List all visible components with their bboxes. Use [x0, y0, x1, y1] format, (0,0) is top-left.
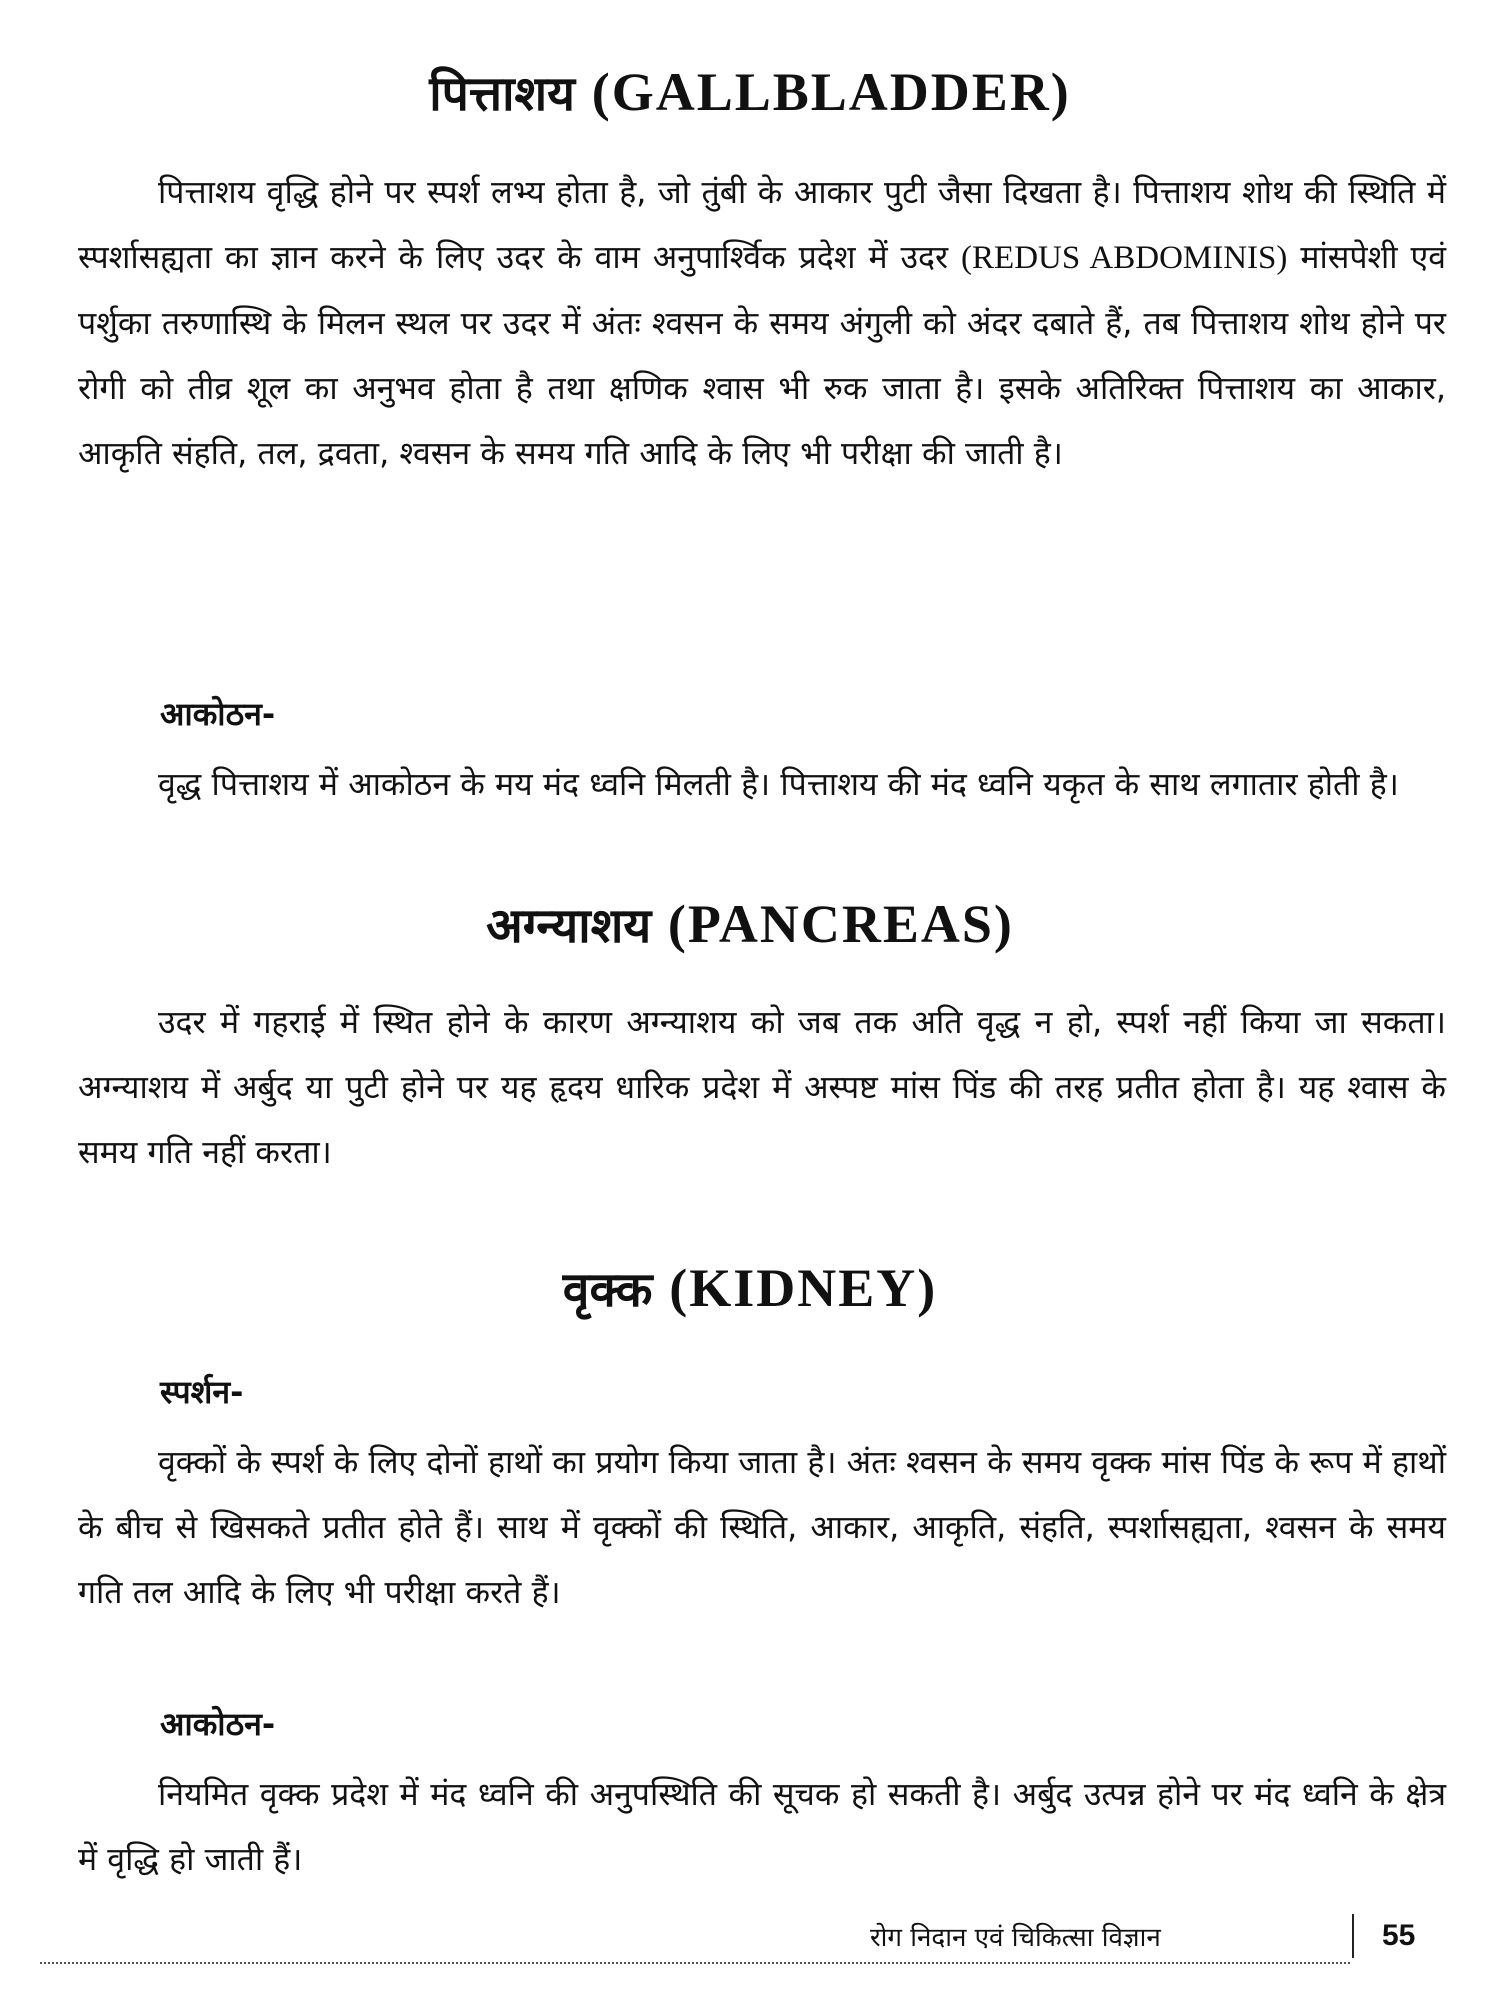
- kidney-subheading-palpation: स्पर्शन-: [160, 1373, 244, 1411]
- footer-dotted-rule: [40, 1962, 1350, 1964]
- gallbladder-paragraph-part1: पित्ताशय वृद्धि होने पर स्पर्श लभ्य होता है, जो तुंबी के आकार पुटी जैसा दिखता है। पित्ताशय शोथ की स्थिति में स्पर्शासह्यता का ज्ञान करने के लिए उदर के वाम अनुपार्श्विक प्रदेश में उदर: [78, 173, 1446, 276]
- heading-gallbladder-hindi: पित्ताशय: [429, 66, 575, 122]
- gallbladder-paragraph-english-term: (REDUS ABDOMINIS): [961, 240, 1288, 276]
- heading-pancreas-hindi: अग्न्याशय: [486, 898, 652, 954]
- pancreas-paragraph: उदर में गहराई में स्थित होने के कारण अग्न्याशय को जब तक अति वृद्ध न हो, स्पर्श नहीं किया जा सकता। अग्न्याशय में अर्बुद या पुटी होने पर यह हृदय धारिक प्रदेश में अस्पष्ट मांस पिंड की तरह प्रतीत होता है। यह श्वास के समय गति नहीं करता।: [78, 1003, 1446, 1171]
- footer-book-title: रोग निदान एवं चिकित्सा विज्ञान: [870, 1923, 1161, 1953]
- kidney-percussion-paragraph: नियमित वृक्क प्रदेश में मंद ध्वनि की अनुपस्थिति की सूचक हो सकती है। अर्बुद उत्पन्न होने पर मंद ध्वनि के क्षेत्र में वृद्धि हो जाती हैं।: [78, 1775, 1446, 1878]
- gallbladder-paragraph: [78, 160, 1446, 486]
- heading-kidney: [0, 1256, 1500, 1322]
- heading-pancreas: [0, 892, 1500, 958]
- kidney-subheading-percussion: आकोठन-: [160, 1705, 276, 1743]
- heading-kidney-english: (KIDNEY): [669, 1258, 938, 1318]
- heading-pancreas-english: (PANCREAS): [667, 894, 1014, 954]
- gallbladder-subheading-percussion: आकोठन-: [160, 695, 276, 733]
- heading-gallbladder-english: (GALLBLADDER): [591, 62, 1071, 122]
- gallbladder-percussion-paragraph: वृद्ध पित्ताशय में आकोठन के मय मंद ध्वनि मिलती है। पित्ताशय की मंद ध्वनि यकृत के साथ लगातार होती है।: [158, 765, 1399, 803]
- heading-gallbladder: [0, 60, 1500, 126]
- footer-separator: [1352, 1914, 1354, 1958]
- kidney-palpation-paragraph: वृक्कों के स्पर्श के लिए दोनों हाथों का प्रयोग किया जाता है। अंतः श्वसन के समय वृक्क मांस पिंड के रूप में हाथों के बीच से खिसकते प्रतीत होते हैं। साथ में वृक्कों की स्थिति, आकार, आकृति, संहति, स्पर्शासह्यता, श्वसन के समय गति तल आदि के लिए भी परीक्षा करते हैं।: [78, 1443, 1446, 1611]
- page-number: 55: [1382, 1919, 1416, 1952]
- heading-kidney-hindi: वृक्क: [562, 1262, 653, 1318]
- gallbladder-paragraph-part2: मांसपेशी एवं पर्शुका तरुणास्थि के मिलन स्थल पर उदर में अंतः श्वसन के समय अंगुली को अंदर दबाते हैं, तब पित्ताशय शोथ होने पर रोगी को तीव्र शूल का अनुभव होता है तथा क्षणिक श्वास भी रुक जाता है। इसके अतिरिक्त पित्ताशय का आकार, आकृति संहति, तल, द्रवता, श्वसन के समय गति आदि के लिए भी परीक्षा की जाती है।: [78, 238, 1447, 472]
